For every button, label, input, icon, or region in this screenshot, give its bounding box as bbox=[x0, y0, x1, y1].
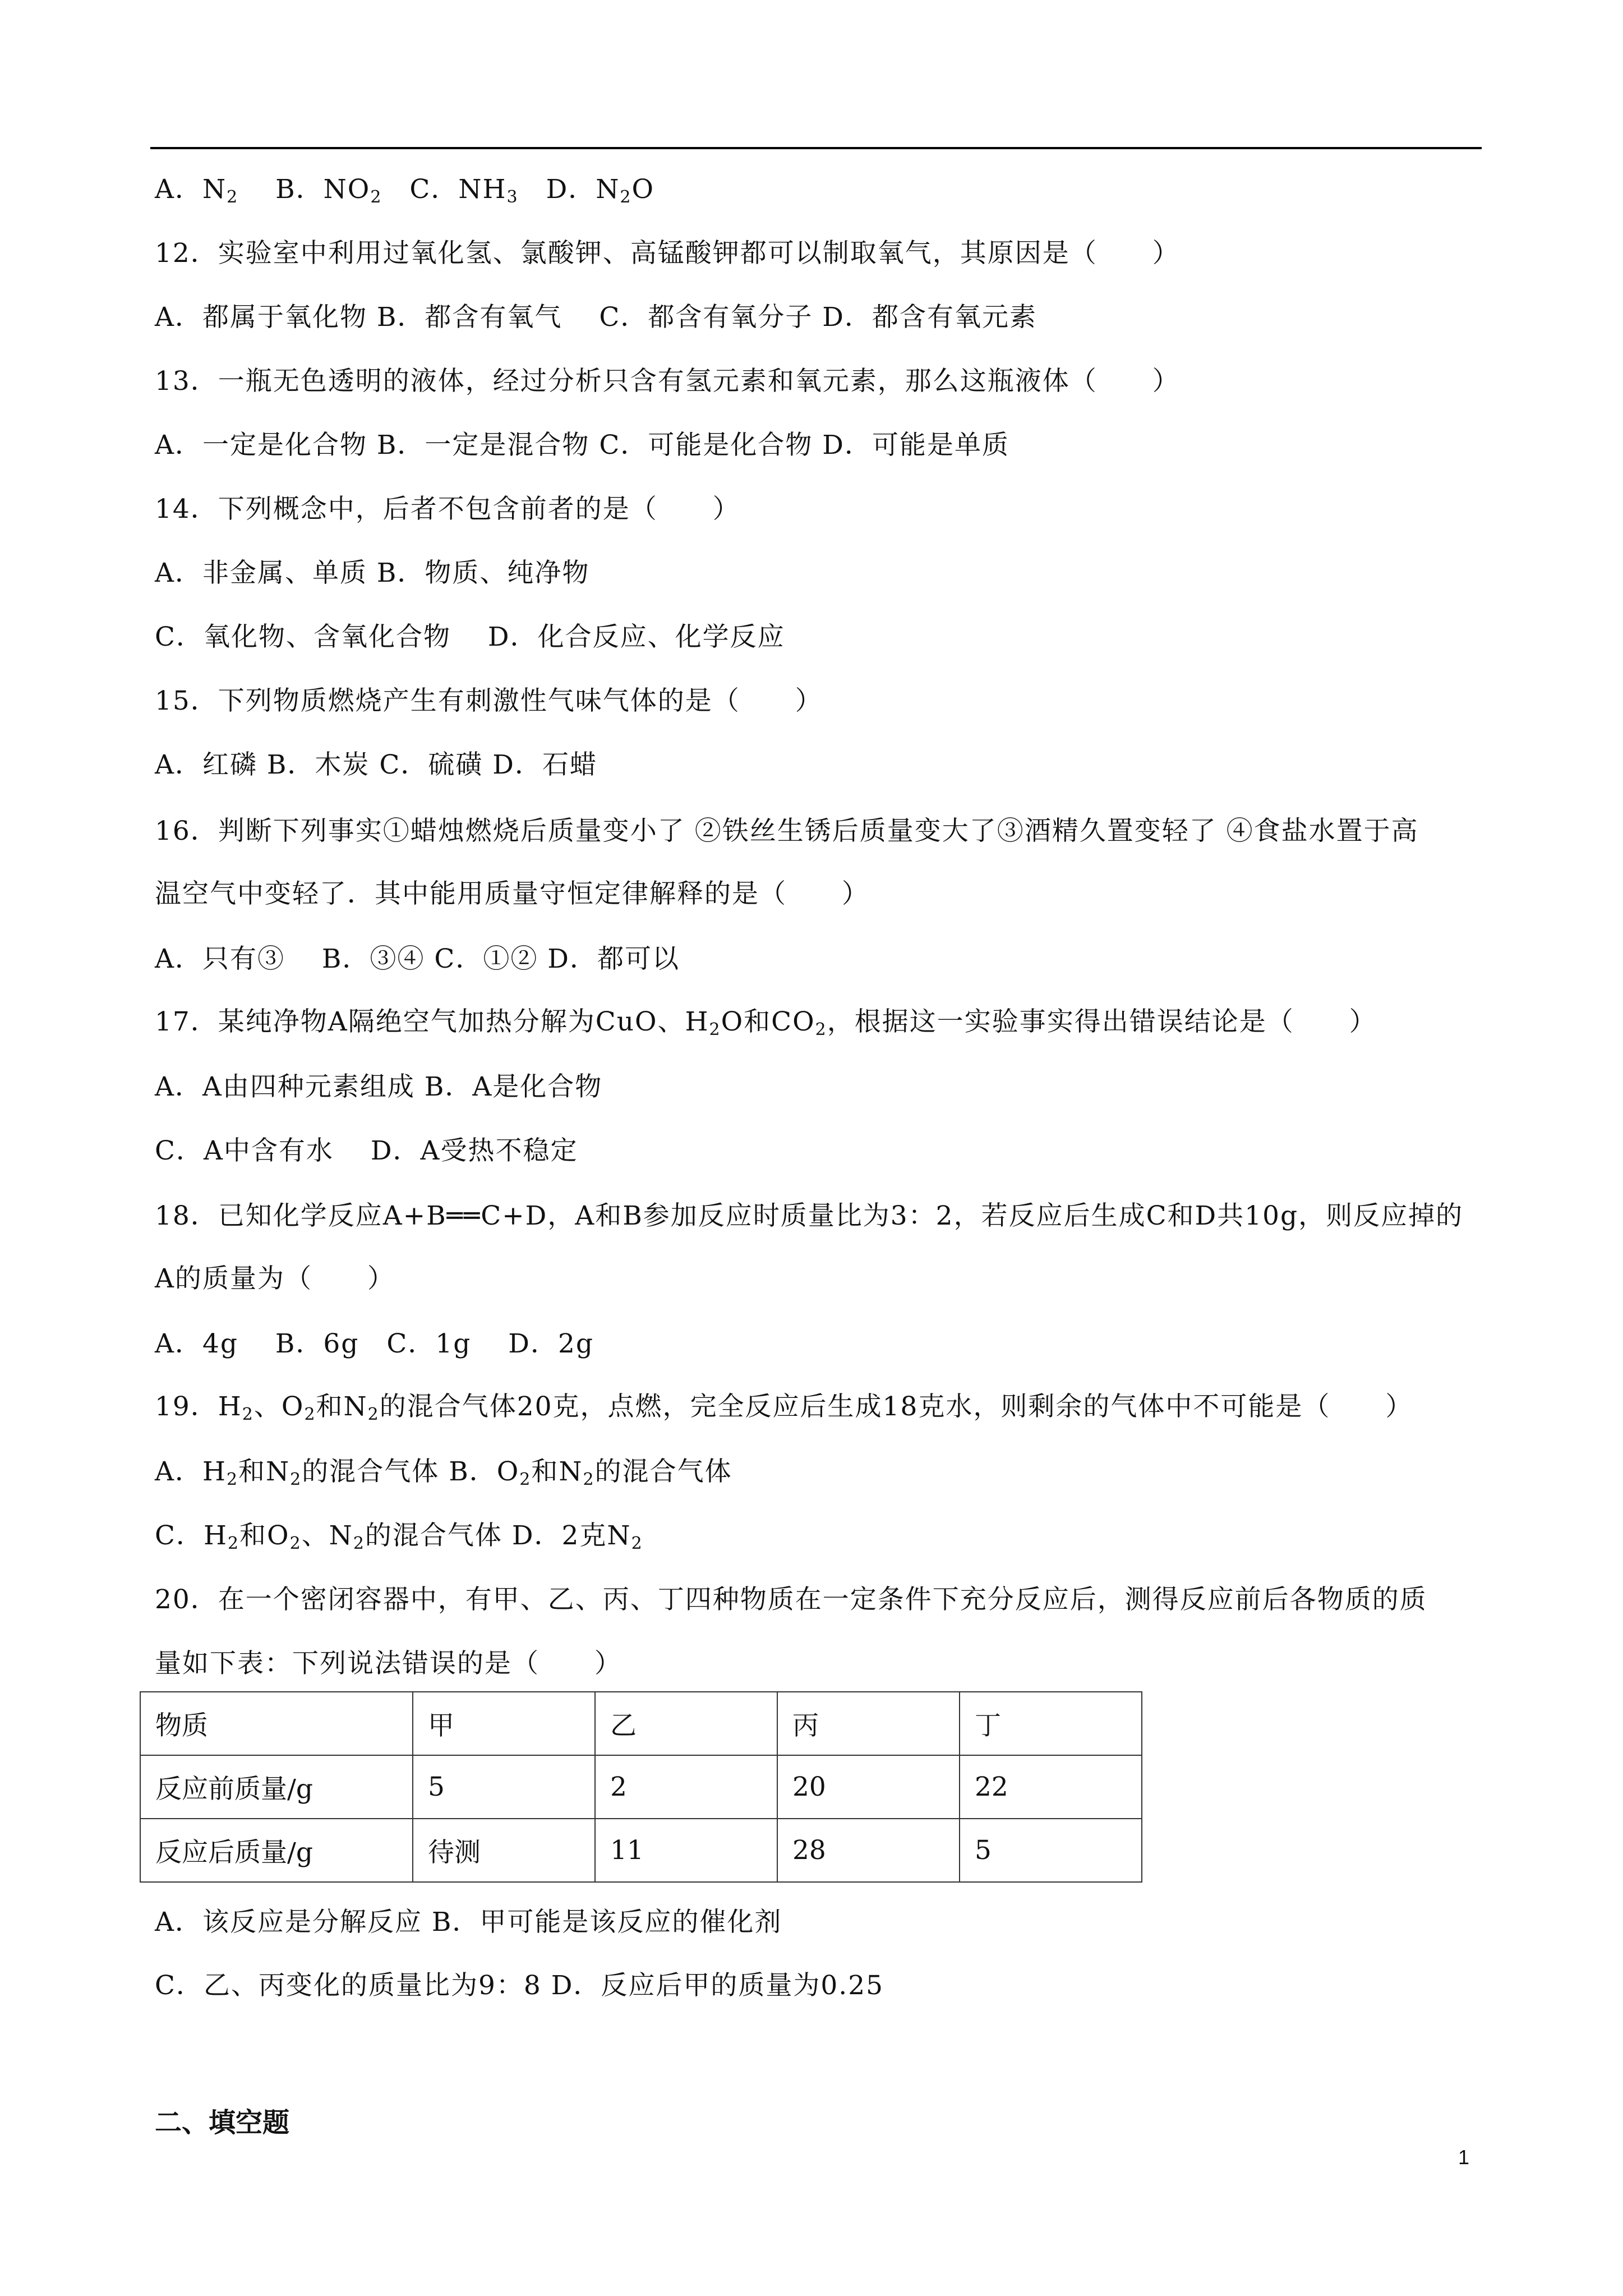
table-cell: 乙 bbox=[595, 1692, 777, 1755]
q20-stem: 20．在一个密闭容器中，有甲、乙、丙、丁四种物质在一定条件下充分反应后，测得反应前后各物质的质 bbox=[155, 1584, 1427, 1615]
q11-options: A．$N_2$ B．$NO_2$ C．$NH_3$ D．$N_2O$ bbox=[155, 174, 655, 207]
table-header-row bbox=[140, 1692, 1142, 1755]
q20-options-2: C．乙、丙变化的质量比为9：8 D．反应后甲的质量为0.25 bbox=[155, 1970, 884, 2001]
table-cell: 20 bbox=[777, 1755, 960, 1819]
q15-stem: 15．下列物质燃烧产生有刺激性气味气体的是（ ） bbox=[155, 685, 823, 716]
q19-options-2: C．$H_2$和$O_2$、$N_2$的混合气体 D．2克$N_2$ bbox=[155, 1520, 643, 1553]
table-cell: 反应后质量/g bbox=[140, 1819, 413, 1882]
q12-stem: 12．实验室中利用过氧化氢、氯酸钾、高锰酸钾都可以制取氧气，其原因是（ ） bbox=[155, 238, 1180, 269]
q12-options: A．都属于氧化物 B．都含有氧气 C．都含有氧分子 D．都含有氧元素 bbox=[155, 302, 1037, 333]
q14-stem: 14．下列概念中，后者不包含前者的是（ ） bbox=[155, 494, 740, 524]
table-cell: 反应前质量/g bbox=[140, 1755, 413, 1819]
table-cell: 22 bbox=[960, 1755, 1142, 1819]
mass-table bbox=[140, 1691, 1142, 1883]
q19-options: A．$H_2$和$N_2$的混合气体 B．$O_2$和$N_2$的混合气体 bbox=[155, 1456, 732, 1489]
q17-options-2: C．A中含有水 D．A受热不稳定 bbox=[155, 1135, 578, 1166]
table-cell: 甲 bbox=[413, 1692, 595, 1755]
q18-stem-2: A的质量为（ ） bbox=[155, 1263, 395, 1294]
section-heading: 二、填空题 bbox=[155, 2107, 290, 2138]
q15-options: A．红磷 B．木炭 C．硫磺 D．石蜡 bbox=[155, 749, 597, 780]
q16-stem: 16．判断下列事实①蜡烛燃烧后质量变小了 ②铁丝生锈后质量变大了③酒精久置变轻了 ④食盐水置于高 bbox=[155, 816, 1419, 846]
table-cell: 待测 bbox=[413, 1819, 595, 1882]
table-cell: 5 bbox=[413, 1755, 595, 1819]
q20-stem-2: 量如下表：下列说法错误的是（ ） bbox=[155, 1648, 622, 1679]
q13-options: A．一定是化合物 B．一定是混合物 C．可能是化合物 D．可能是单质 bbox=[155, 430, 1009, 461]
table-cell: 28 bbox=[777, 1819, 960, 1882]
table-cell: 11 bbox=[595, 1819, 777, 1882]
q20-options: A．该反应是分解反应 B．甲可能是该反应的催化剂 bbox=[155, 1907, 782, 1938]
q18-options: A．4g B．6g C．1g D．2g bbox=[155, 1328, 594, 1359]
table-row bbox=[140, 1755, 1142, 1819]
q14-options-2: C．氧化物、含氧化合物 D．化合反应、化学反应 bbox=[155, 622, 785, 652]
q14-options: A．非金属、单质 B．物质、纯净物 bbox=[155, 558, 590, 588]
q16-options: A．只有③ B．③④ C．①② D．都可以 bbox=[155, 944, 680, 974]
header-rule bbox=[150, 147, 1482, 149]
q16-stem-2: 温空气中变轻了．其中能用质量守恒定律解释的是（ ） bbox=[155, 878, 869, 909]
table-cell: 丁 bbox=[960, 1692, 1142, 1755]
page-number: 1 bbox=[1458, 2146, 1470, 2169]
table-row bbox=[140, 1819, 1142, 1882]
table-cell: 5 bbox=[960, 1819, 1142, 1882]
q17-options: A．A由四种元素组成 B．A是化合物 bbox=[155, 1071, 603, 1102]
table-cell: 2 bbox=[595, 1755, 777, 1819]
q13-stem: 13．一瓶无色透明的液体，经过分析只含有氢元素和氧元素，那么这瓶液体（ ） bbox=[155, 366, 1180, 397]
table-cell: 丙 bbox=[777, 1692, 960, 1755]
q18-stem: 18．已知化学反应A+B══C+D，A和B参加反应时质量比为3：2，若反应后生成C和D共10g，则反应掉的 bbox=[155, 1200, 1464, 1231]
table-cell: 物质 bbox=[140, 1692, 413, 1755]
q17-stem: 17．某纯净物A隔绝空气加热分解为CuO、$H_2O$和$CO_2$，根据这一实验事实得出错误结论是（ ） bbox=[155, 1006, 1377, 1039]
q19-stem: 19．$H_2$、$O_2$和$N_2$的混合气体20克，点燃，完全反应后生成18克水，则剩余的气体中不可能是（ ） bbox=[155, 1391, 1413, 1424]
